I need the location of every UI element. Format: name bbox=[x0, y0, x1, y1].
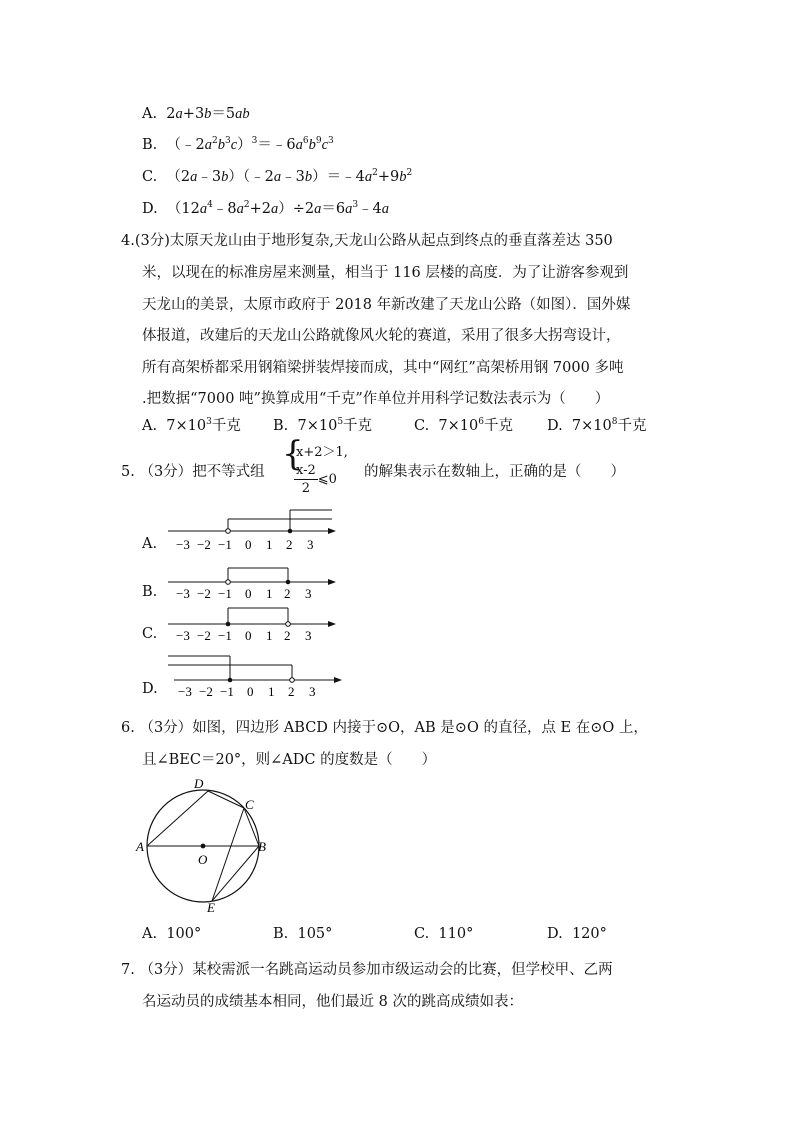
tick-label: 2 bbox=[284, 628, 291, 643]
q3-option-a: A. 2a+3b＝5ab bbox=[142, 106, 250, 122]
tick-label: 1 bbox=[268, 684, 275, 698]
q5-stem-end: 的解集表示在数轴上，正确的是（ ） bbox=[364, 464, 625, 480]
q4-line-1: 4.(3分)太原天龙山由于地形复杂,天龙山公路从起点到终点的垂直落差达 350 bbox=[121, 233, 613, 249]
q6-option-b: B. 105° bbox=[273, 926, 333, 942]
q4-line-5: 所有高架桥都采用钢箱梁拼装焊接而成，其中“网红”高架桥用钢 7000 多吨 bbox=[142, 360, 624, 376]
q6-option-c: C. 110° bbox=[414, 926, 474, 942]
tick-label: −2 bbox=[197, 586, 211, 601]
tick-label: 0 bbox=[245, 537, 252, 552]
q5-number-line-d bbox=[162, 650, 348, 698]
tick-label: 3 bbox=[305, 586, 312, 601]
q3-option-b: B. $(﹣2a^2b^3c)^3=﹣6a^6b^9c^3$ bbox=[142, 136, 334, 153]
tick-label: 0 bbox=[245, 586, 252, 601]
tick-label: 0 bbox=[247, 684, 254, 698]
q4-line-2: 米，以现在的标准房屋来测量，相当于 116 层楼的高度．为了让游客参观到 bbox=[142, 265, 629, 281]
tick-label: 3 bbox=[309, 684, 316, 698]
label-c: C bbox=[245, 797, 254, 812]
tick-label: 2 bbox=[286, 537, 293, 552]
q4-option-c: C. $7\times 10^6$千克 bbox=[414, 417, 513, 434]
label-o: O bbox=[198, 852, 208, 867]
tick-label: −1 bbox=[218, 628, 232, 643]
tick-label: 1 bbox=[266, 586, 273, 601]
tick-label: −3 bbox=[176, 537, 190, 552]
tick-label: −2 bbox=[197, 628, 211, 643]
q5-stem-start: 5. （3分）把不等式组 bbox=[121, 464, 265, 480]
q5-number-line-c bbox=[162, 600, 342, 644]
tick-label: −3 bbox=[178, 684, 192, 698]
q7-line-1: 7. （3分）某校需派一名跳高运动员参加市级运动会的比赛，但学校甲、乙两 bbox=[121, 962, 613, 978]
tick-label: −3 bbox=[176, 628, 190, 643]
label-b: B bbox=[258, 839, 266, 854]
q5-number-line-b bbox=[162, 558, 342, 602]
tick-label: −2 bbox=[199, 684, 213, 698]
q3-option-d: D. $(12a^4﹣8a^2+2a)\div 2a=6a^3﹣4a$ bbox=[142, 200, 390, 217]
q5-inequality-2: $\frac{x-2}{2}$ ⩽0 bbox=[296, 463, 337, 496]
tick-label: 0 bbox=[245, 628, 252, 643]
q6-option-a: A. 100° bbox=[142, 926, 202, 942]
q4-option-a: A. $7\times 10^3$千克 bbox=[142, 417, 241, 434]
q6-circle-figure bbox=[132, 772, 282, 918]
q3-option-c: C. $(2a﹣3b)(﹣2a﹣3b)=﹣4a^2+9b^2$ bbox=[142, 168, 413, 185]
label-a: A bbox=[136, 839, 144, 854]
q6-line-2: 且∠BEC＝20°，则∠ADC 的度数是（ ） bbox=[142, 752, 437, 768]
q4-line-4: 体报道，改建后的天龙山公路就像风火轮的赛道，采用了很多大拐弯设计， bbox=[142, 328, 621, 344]
q5-option-c-label: C. bbox=[142, 626, 158, 642]
q5-system-brace: { bbox=[282, 434, 304, 474]
q6-option-d: D. 120° bbox=[547, 926, 607, 942]
tick-label: 1 bbox=[266, 628, 273, 643]
q5-inequality-1: x+2＞1, bbox=[296, 445, 348, 460]
tick-label: −2 bbox=[197, 537, 211, 552]
tick-label: −3 bbox=[176, 586, 190, 601]
q4-option-b: B. $7\times 10^5$千克 bbox=[273, 417, 373, 434]
tick-label: 1 bbox=[266, 537, 273, 552]
q5-option-b-label: B. bbox=[142, 584, 158, 600]
q7-line-2: 名运动员的成绩基本相同，他们最近 8 次的跳高成绩如表： bbox=[142, 994, 523, 1010]
tick-label: −1 bbox=[220, 684, 234, 698]
q5-number-line-a bbox=[162, 505, 342, 553]
tick-label: −1 bbox=[218, 586, 232, 601]
q4-line-3: 天龙山的美景，太原市政府于 2018 年新改建了天龙山公路（如图）．国外媒 bbox=[142, 297, 631, 313]
q6-line-1: 6. （3分）如图，四边形 ABCD 内接于⊙O，AB 是⊙O 的直径，点 E 在⊙O 上， bbox=[121, 720, 648, 736]
q4-option-d: D. $7\times 10^8$千克 bbox=[547, 417, 647, 434]
tick-label: 3 bbox=[307, 537, 314, 552]
tick-label: 2 bbox=[284, 586, 291, 601]
label-e: E bbox=[207, 900, 215, 915]
tick-label: 2 bbox=[288, 684, 295, 698]
q5-option-a-label: A. bbox=[142, 536, 158, 552]
tick-label: −1 bbox=[218, 537, 232, 552]
tick-label: 3 bbox=[305, 628, 312, 643]
q4-line-6: .把数据“7000 吨”换算成用“千克”作单位并用科学记数法表示为（ ） bbox=[142, 391, 610, 407]
label-d: D bbox=[194, 776, 204, 791]
q5-option-d-label: D. bbox=[142, 681, 158, 697]
